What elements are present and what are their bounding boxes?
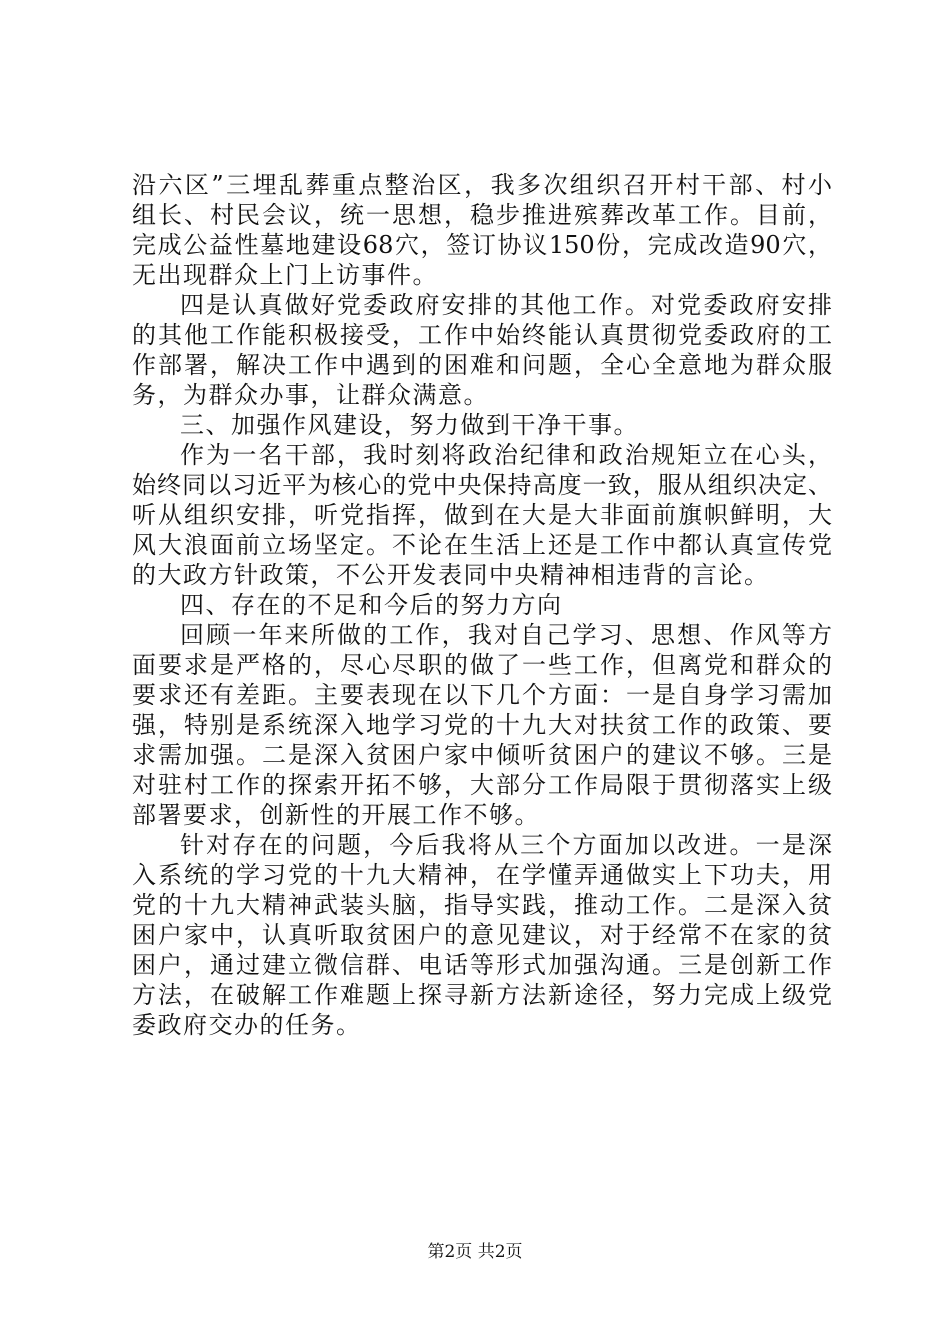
- text-line: 无出现群众上门上访事件。: [132, 261, 438, 289]
- text-line: 强，特别是系统深入地学习党的十九大对扶贫工作的政策、要: [132, 711, 832, 739]
- text-line: 组长、村民会议，统一思想，稳步推进殡葬改革工作。目前，: [132, 201, 832, 229]
- text-line: 的其他工作能积极接受，工作中始终能认真贯彻党委政府的工: [132, 321, 832, 349]
- text-line: 求需加强。二是深入贫困户家中倾听贫困户的建议不够。三是: [132, 741, 832, 769]
- text-line: 部署要求，创新性的开展工作不够。: [132, 801, 540, 829]
- text-line: 委政府交办的任务。: [132, 1011, 362, 1039]
- section-heading: 四、存在的不足和今后的努力方向: [180, 591, 563, 619]
- text-line: 入系统的学习党的十九大精神，在学懂弄通做实上下功夫，用: [132, 861, 832, 889]
- text-line: 回顾一年来所做的工作，我对自己学习、思想、作风等方: [180, 621, 832, 649]
- text-line: 党的十九大精神武装头脑，指导实践，推动工作。二是深入贫: [132, 891, 832, 919]
- text-line: 沿六区”三埋乱葬重点整治区，我多次组织召开村干部、村小: [132, 171, 832, 199]
- text-line: 要求还有差距。主要表现在以下几个方面：一是自身学习需加: [132, 681, 832, 709]
- text-line: 始终同以习近平为核心的党中央保持高度一致，服从组织决定、: [132, 471, 832, 499]
- text-line: 对驻村工作的探索开拓不够，大部分工作局限于贯彻落实上级: [132, 771, 832, 799]
- text-line: 作部署，解决工作中遇到的困难和问题，全心全意地为群众服: [132, 351, 832, 379]
- text-line: 完成公益性墓地建设68穴，签订协议150份，完成改造90穴，: [132, 231, 832, 259]
- text-line: 面要求是严格的，尽心尽职的做了一些工作，但离党和群众的: [132, 651, 832, 679]
- text-line: 方法，在破解工作难题上探寻新方法新途径，努力完成上级党: [132, 981, 832, 1009]
- text-line: 困户家中，认真听取贫困户的意见建议，对于经常不在家的贫: [132, 921, 832, 949]
- page-number: 第2页 共2页: [427, 1242, 523, 1262]
- text-line: 务，为群众办事，让群众满意。: [132, 381, 489, 409]
- section-heading: 三、加强作风建设，努力做到干净干事。: [180, 411, 639, 439]
- text-line: 风大浪面前立场坚定。不论在生活上还是工作中都认真宣传党: [132, 531, 832, 559]
- text-line: 听从组织安排，听党指挥，做到在大是大非面前旗帜鲜明，大: [132, 501, 832, 529]
- text-line: 针对存在的问题，今后我将从三个方面加以改进。一是深: [180, 831, 832, 859]
- text-line: 作为一名干部，我时刻将政治纪律和政治规矩立在心头，: [180, 441, 832, 469]
- text-line: 困户，通过建立微信群、电话等形式加强沟通。三是创新工作: [132, 951, 832, 979]
- document-body: [132, 170, 832, 1040]
- text-line: 的大政方针政策，不公开发表同中央精神相违背的言论。: [132, 561, 770, 589]
- text-line: 四是认真做好党委政府安排的其他工作。对党委政府安排: [180, 291, 832, 319]
